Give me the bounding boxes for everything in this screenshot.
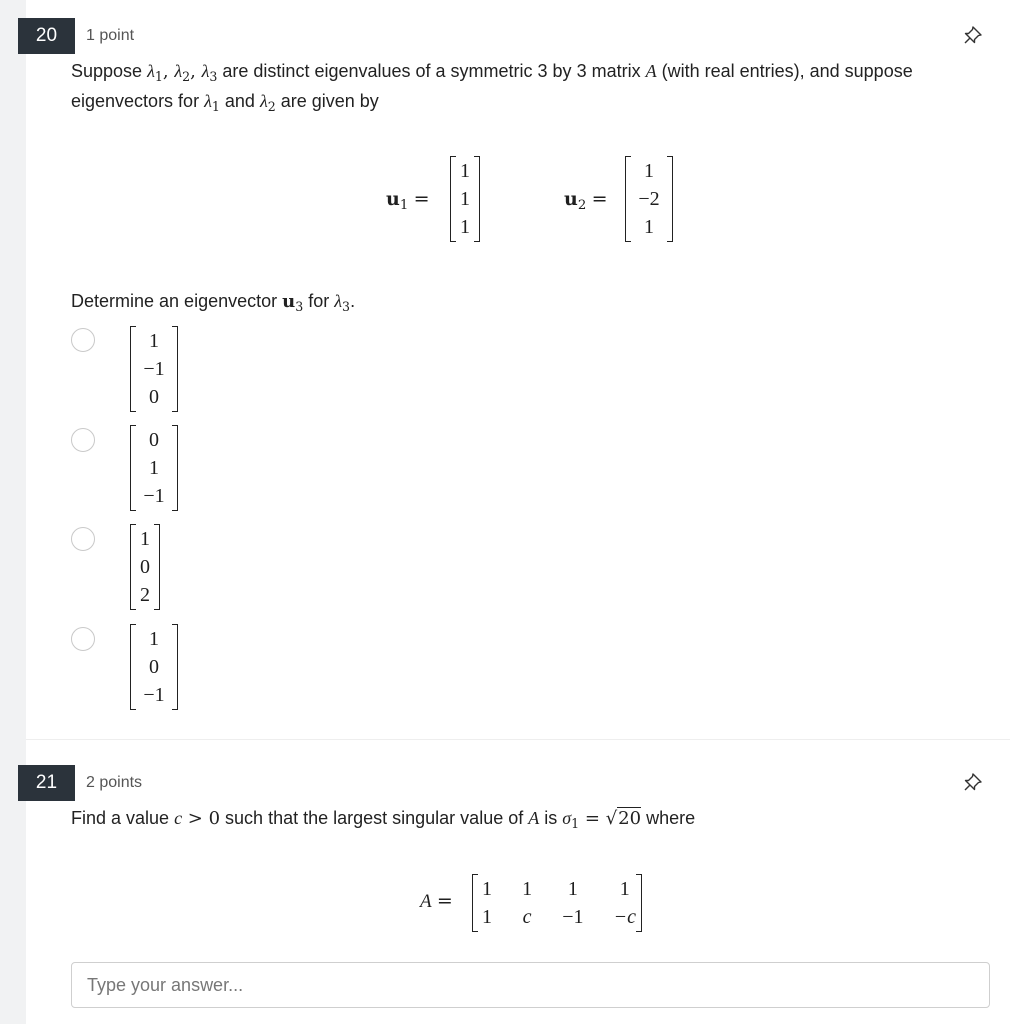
option-vector-1[interactable]: 1 −1 0 xyxy=(130,326,178,412)
answer-input[interactable] xyxy=(71,962,990,1008)
question-prompt-line2: eigenvectors for $\lambda_1$ and $\lambda_2$ are given by xyxy=(71,91,379,114)
option-radio-1[interactable] xyxy=(71,328,95,352)
question-prompt: Suppose $\lambda_1$, $\lambda_2$, $\lambda_3$ are distinct eigenvalues of a symmetric 3 by 3 matrix A (with real entries), and suppose xyxy=(71,61,913,84)
sqrt-symbol: √20 xyxy=(605,808,642,829)
pin-icon[interactable] xyxy=(962,771,984,793)
u2-vector: 1 −2 1 xyxy=(625,156,673,242)
option-radio-3[interactable] xyxy=(71,527,95,551)
question-points: 2 points xyxy=(86,774,143,791)
option-vector-3[interactable]: 1 0 2 xyxy=(130,524,160,610)
matrix-A: 1 1 1 c 1 −1 1 −c xyxy=(472,874,642,932)
option-vector-2[interactable]: 0 1 −1 xyxy=(130,425,178,511)
option-radio-4[interactable] xyxy=(71,627,95,651)
matrix-A-label: A = xyxy=(420,890,453,912)
question-divider xyxy=(26,739,1010,740)
question-prompt: Find a value c > 0 such that the largest singular value of A is $\sigma_1 = √20$ where xyxy=(71,803,695,834)
option-vector-4[interactable]: 1 0 −1 xyxy=(130,624,178,710)
u1-vector: 1 1 1 xyxy=(450,156,480,242)
pin-icon[interactable] xyxy=(962,24,984,46)
question-number-21: 21 xyxy=(18,765,75,801)
u2-label: $u_2$ = xyxy=(564,188,608,213)
question-number-20: 20 xyxy=(18,18,75,54)
determine-prompt: Determine an eigenvector $u_3$ for $\lambda_3$. xyxy=(71,291,356,314)
option-radio-2[interactable] xyxy=(71,428,95,452)
question-points: 1 point xyxy=(86,27,135,44)
u1-label: $u_1$ = xyxy=(386,188,430,213)
left-gutter xyxy=(0,0,26,1024)
